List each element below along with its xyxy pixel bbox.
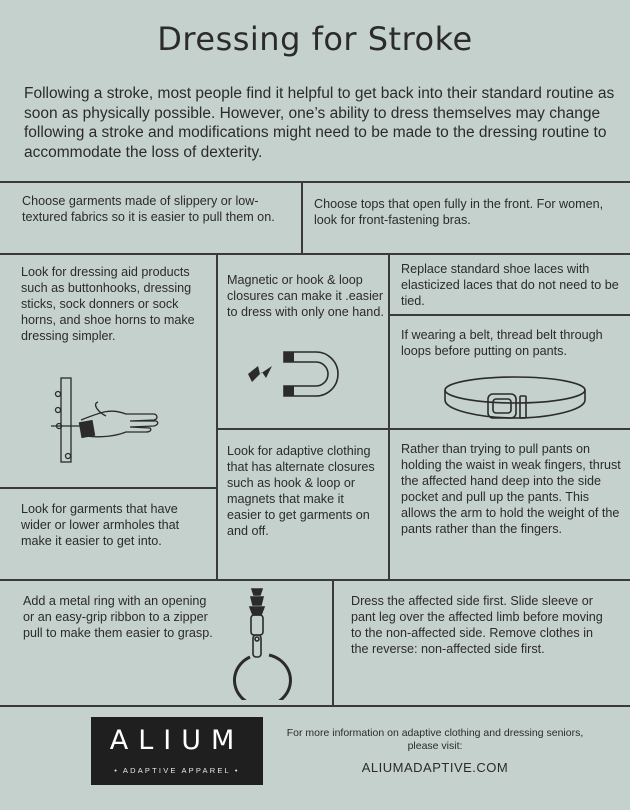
intro-paragraph: Following a stroke, most people find it helpful to get back into their standard routine as soon as physically possible. However, one’s ability to dress themselves may change following a stroke and modifications might need to be made to the dressing routine to accommodate the loss of dexterity. bbox=[24, 85, 615, 161]
divider bbox=[0, 579, 630, 581]
tip-magnetic-closures: Magnetic or hook & loop closures can make it .easier to dress with only one hand. bbox=[227, 273, 384, 319]
divider bbox=[0, 487, 216, 489]
divider bbox=[390, 314, 630, 316]
website-link[interactable]: ALIUMADAPTIVE.COM bbox=[361, 760, 509, 775]
divider bbox=[216, 253, 218, 580]
tip-shoe-laces: Replace standard shoe laces with elasticized laces that do not need to be tied. bbox=[401, 262, 619, 308]
tip-adaptive-clothing: Look for adaptive clothing that has alternate closures such as hook & loop or magnets that make it easier to get garments on and off. bbox=[227, 444, 375, 538]
tip-zipper-ring: Add a metal ring with an opening or an easy-grip ribbon to a zipper pull to make them easier to grasp. bbox=[23, 594, 213, 640]
divider bbox=[332, 581, 334, 705]
zipper-ring-icon bbox=[222, 585, 302, 700]
belt-icon bbox=[440, 372, 590, 424]
dressing-aid-hand-icon bbox=[46, 374, 196, 464]
logo-tagline: • ADAPTIVE APPAREL • bbox=[114, 766, 240, 775]
divider bbox=[0, 253, 630, 255]
tip-front-opening: Choose tops that open fully in the front. For women, look for front-fastening bras. bbox=[314, 197, 604, 227]
footer-info-text: For more information on adaptive clothing and dressing seniors, please visit: bbox=[286, 727, 584, 752]
alium-logo[interactable] bbox=[91, 717, 263, 785]
tip-armholes: Look for garments that have wider or lower armholes that make it easier to get into. bbox=[21, 502, 180, 548]
divider bbox=[0, 705, 630, 707]
magnet-icon bbox=[244, 344, 354, 404]
tip-dressing-aids: Look for dressing aid products such as buttonhooks, dressing sticks, sock donners or sock horns, and shoe horns to make dressing simpler. bbox=[21, 265, 195, 343]
logo-wordmark: ALIUM bbox=[109, 725, 245, 756]
divider bbox=[218, 428, 630, 430]
divider bbox=[388, 253, 390, 580]
divider bbox=[0, 181, 630, 183]
tip-belt: If wearing a belt, thread belt through loops before putting on pants. bbox=[401, 328, 603, 358]
tip-affected-side: Dress the affected side first. Slide sleeve or pant leg over the affected limb before moving to the non-affected side. Remove clothes in the reverse: non-affected side first. bbox=[351, 594, 603, 656]
divider bbox=[301, 181, 303, 255]
tip-slippery-fabrics: Choose garments made of slippery or low-textured fabrics so it is easier to pull them on. bbox=[22, 194, 275, 224]
page-title: Dressing for Stroke bbox=[157, 20, 473, 58]
tip-pants: Rather than trying to pull pants on holding the waist in weak fingers, thrust the affected hand deep into the side pocket and pull up the pants. This allows the arm to hold the weight of the pants rather than the fingers. bbox=[401, 442, 621, 536]
